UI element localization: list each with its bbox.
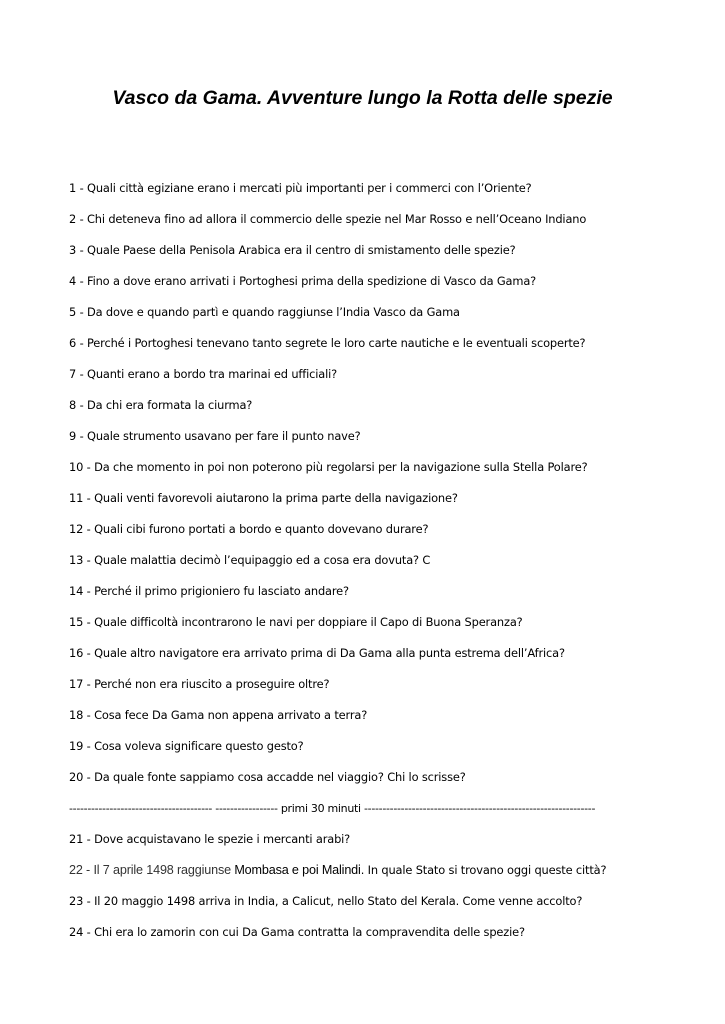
question-3: 3 - Quale Paese della Penisola Arabica era il centro di smistamento delle spezie? [69, 243, 516, 257]
question-16: 16 - Quale altro navigatore era arrivato prima di Da Gama alla punta estrema dell’Africa? [69, 646, 565, 660]
question-22-part2: Mombasa e poi Malindi [234, 863, 361, 877]
question-8: 8 - Da chi era formata la ciurma? [69, 398, 253, 412]
question-list [69, 180, 709, 955]
question-10: 10 - Da che momento in poi non poterono più regolarsi per la navigazione sulla Stella Polare? [69, 460, 588, 474]
question-20: 20 - Da quale fonte sappiamo cosa accadde nel viaggio? Chi lo scrisse? [69, 770, 466, 784]
question-12: 12 - Quali cibi furono portati a bordo e quanto dovevano durare? [69, 522, 429, 536]
question-13: 13 - Quale malattia decimò l’equipaggio ed a cosa era dovuta? C [69, 553, 431, 567]
question-1: 1 - Quali città egiziane erano i mercati più importanti per i commerci con l’Oriente? [69, 181, 532, 195]
question-22-part3: . In quale Stato si trovano oggi queste città? [360, 863, 607, 877]
question-18: 18 - Cosa fece Da Gama non appena arrivato a terra? [69, 708, 368, 722]
question-21: 21 - Dove acquistavano le spezie i mercanti arabi? [69, 832, 351, 846]
question-15: 15 - Quale difficoltà incontrarono le navi per doppiare il Capo di Buona Speranza? [69, 615, 523, 629]
question-14: 14 - Perché il primo prigioniero fu lasciato andare? [69, 584, 349, 598]
question-6: 6 - Perché i Portoghesi tenevano tanto segrete le loro carte nautiche e le eventuali scoperte? [69, 336, 586, 350]
question-22 [69, 862, 709, 893]
question-2: 2 - Chi deteneva fino ad allora il commercio delle spezie nel Mar Rosso e nell’Oceano Indiano [69, 212, 587, 226]
document-title: Vasco da Gama. Avventure lungo la Rotta delle spezie [112, 87, 613, 109]
question-5: 5 - Da dove e quando partì e quando raggiunse l’India Vasco da Gama [69, 305, 460, 319]
question-11: 11 - Quali venti favorevoli aiutarono la prima parte della navigazione? [69, 491, 458, 505]
question-19: 19 - Cosa voleva significare questo gesto? [69, 739, 304, 753]
question-4: 4 - Fino a dove erano arrivati i Portoghesi prima della spedizione di Vasco da Gama? [69, 274, 537, 288]
question-9: 9 - Quale strumento usavano per fare il punto nave? [69, 429, 361, 443]
time-separator [69, 800, 709, 831]
question-22-part1: 22 - Il 7 aprile 1498 raggiunse [69, 863, 235, 877]
separator-text: --------------------------------------- ----------------- primi 30 minuti --------------------------------------------------------------- [69, 802, 596, 815]
question-24: 24 - Chi era lo zamorin con cui Da Gama contratta la compravendita delle spezie? [69, 925, 525, 939]
question-7: 7 - Quanti erano a bordo tra marinai ed ufficiali? [69, 367, 338, 381]
question-23: 23 - Il 20 maggio 1498 arriva in India, a Calicut, nello Stato del Kerala. Come venne accolto? [69, 894, 583, 908]
question-17: 17 - Perché non era riuscito a proseguire oltre? [69, 677, 330, 691]
